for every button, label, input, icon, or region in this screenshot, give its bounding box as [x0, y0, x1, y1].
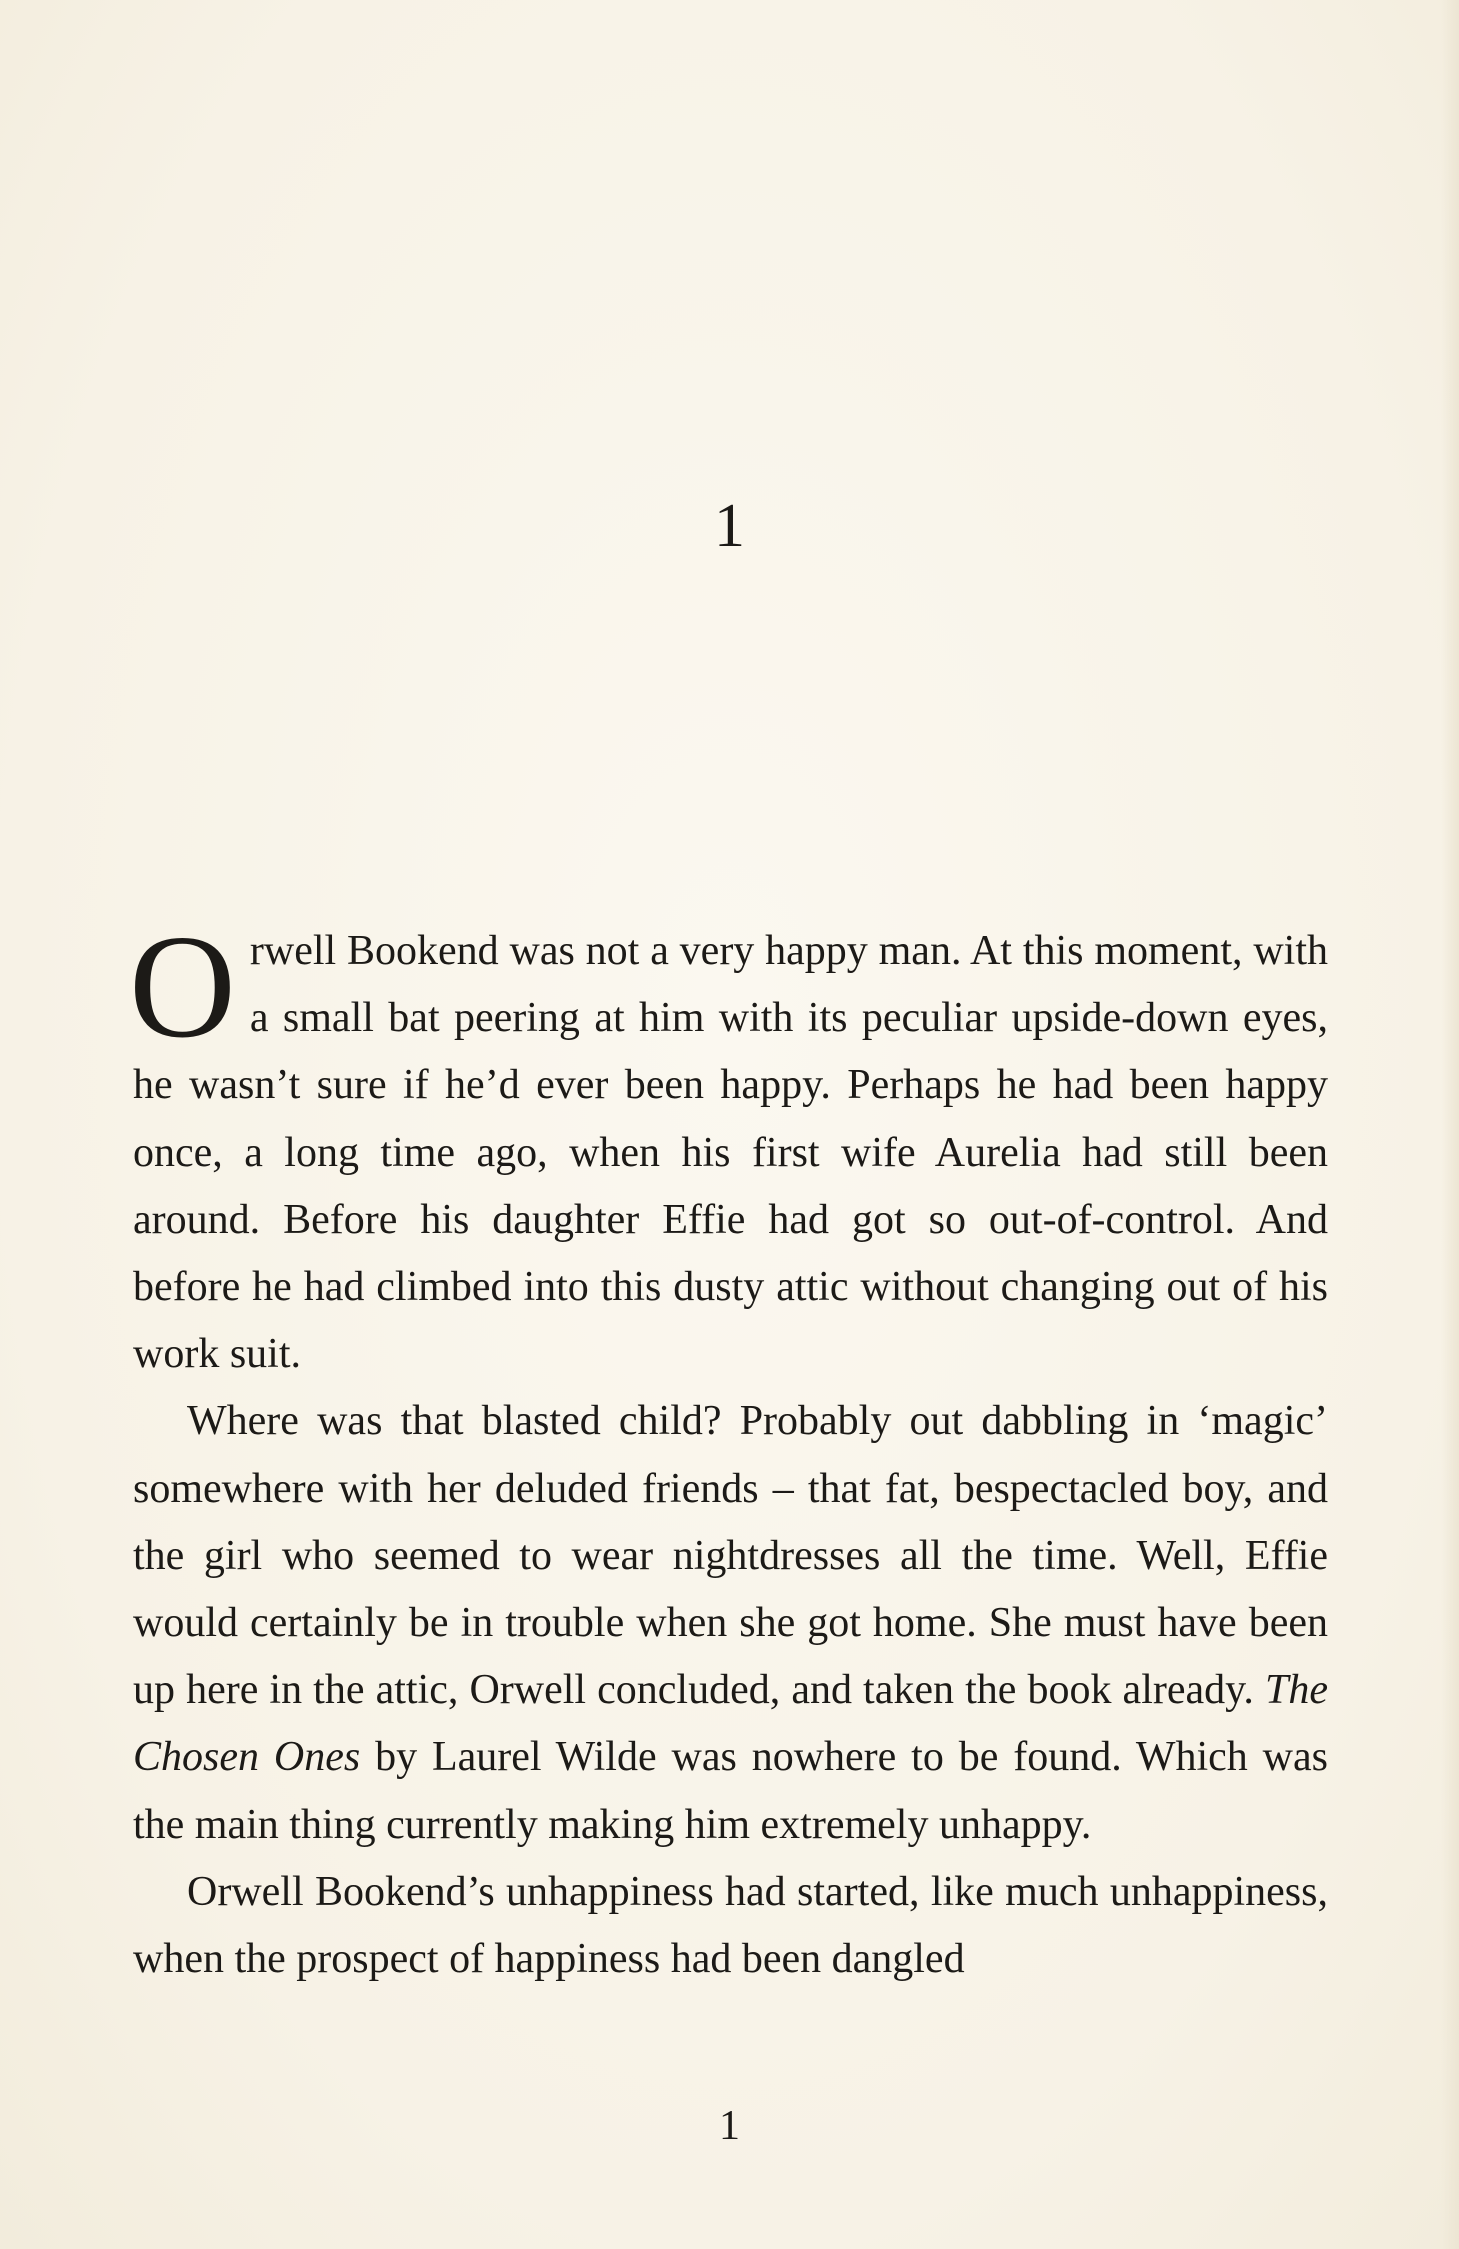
book-title-italic: The Chosen Ones [133, 1667, 1328, 1781]
paragraph-2-text-a: Where was that blasted child? Probably out dabbling in ‘magic’ somewhere with her deluded friends – that fat, bespectacled boy, and the girl who seemed to wear nightdresses all the time. Well, Effie would certainly be in trouble when she got home. She must have been up here in the attic, Orwell concluded, and taken the book already. [133, 1398, 1328, 1714]
chapter-number: 1 [714, 492, 745, 560]
paragraph-1 [129, 905, 1328, 1388]
page-number: 1 [719, 2103, 740, 2149]
page-edge-shadow [1441, 0, 1459, 2249]
paragraph-1-text: rwell Bookend was not a very happy man. At this moment, with a small bat peering at him with its peculiar upside-down eyes, he wasn’t sure if he’d ever been happy. Perhaps he had been happy once, a long time ago, when his first wife Aurelia had still been around. Before his daughter Effie had got so out-of-control. And before he had climbed into this dusty attic without changing out of his work suit. [133, 928, 1328, 1378]
drop-cap: O [129, 905, 236, 1069]
paragraph-2-text-b: by Laurel Wilde was nowhere to be found. Which was the main thing currently making him extremely unhappy. [133, 1734, 1328, 1848]
paragraph-3 [133, 1859, 1328, 1993]
paragraph-2 [133, 1388, 1328, 1858]
paragraph-3-text: Orwell Bookend’s unhappiness had started, like much unhappiness, when the prospect of happiness had been dangled [133, 1868, 1328, 1983]
body-text [129, 905, 1328, 1993]
